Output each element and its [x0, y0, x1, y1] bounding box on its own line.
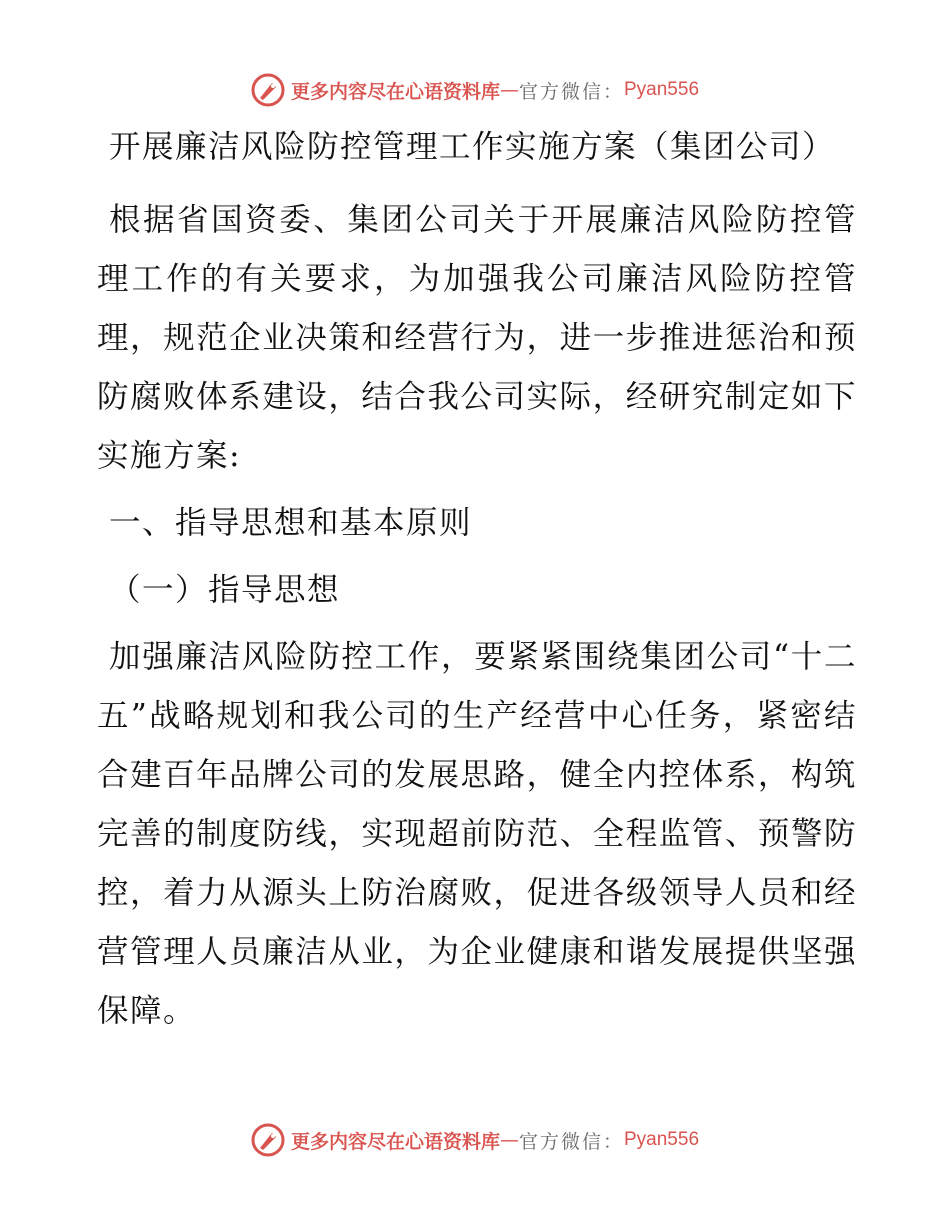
banner-separator: — [499, 1129, 519, 1151]
guiding-paragraph: 加强廉洁风险防控工作，要紧紧围绕集团公司“十二五”战略规划和我公司的生产经营中心任务，紧密结合建百年品牌公司的发展思路，健全内控体系，构筑完善的制度防线，实现超前防范、全程监管、预警防控，着力从源头上防治腐败，促进各级领导人员和经营管理人员廉洁从业，为企业健康和谐发展提供坚强保障。 [97, 639, 857, 1029]
pen-nib-logo-icon [251, 1123, 285, 1157]
banner-separator: — [499, 79, 519, 101]
banner-wechat-id: Pyan556 [624, 79, 700, 100]
banner-brand-text: 更多内容尽在心语资料库 [290, 1130, 500, 1153]
banner-wechat-id: Pyan556 [624, 1129, 700, 1150]
pen-nib-logo-icon [251, 73, 285, 107]
document-title: 开展廉洁风险防控管理工作实施方案（集团公司） [109, 129, 836, 165]
subsection-heading: （一）指导思想 [109, 572, 341, 608]
banner-brand-text: 更多内容尽在心语资料库 [290, 80, 500, 103]
banner-wechat-label: 官方微信： [518, 1130, 624, 1153]
intro-paragraph: 根据省国资委、集团公司关于开展廉洁风险防控管理工作的有关要求，为加强我公司廉洁风险防控管理，规范企业决策和经营行为，进一步推进惩治和预防腐败体系建设，结合我公司实际，经研究制定如下实施方案: [97, 202, 857, 474]
section-heading: 一、指导思想和基本原则 [109, 505, 473, 541]
document-body [97, 118, 857, 1041]
header-banner [0, 70, 950, 110]
footer-banner [0, 1120, 950, 1160]
banner-wechat-label: 官方微信： [518, 80, 624, 103]
